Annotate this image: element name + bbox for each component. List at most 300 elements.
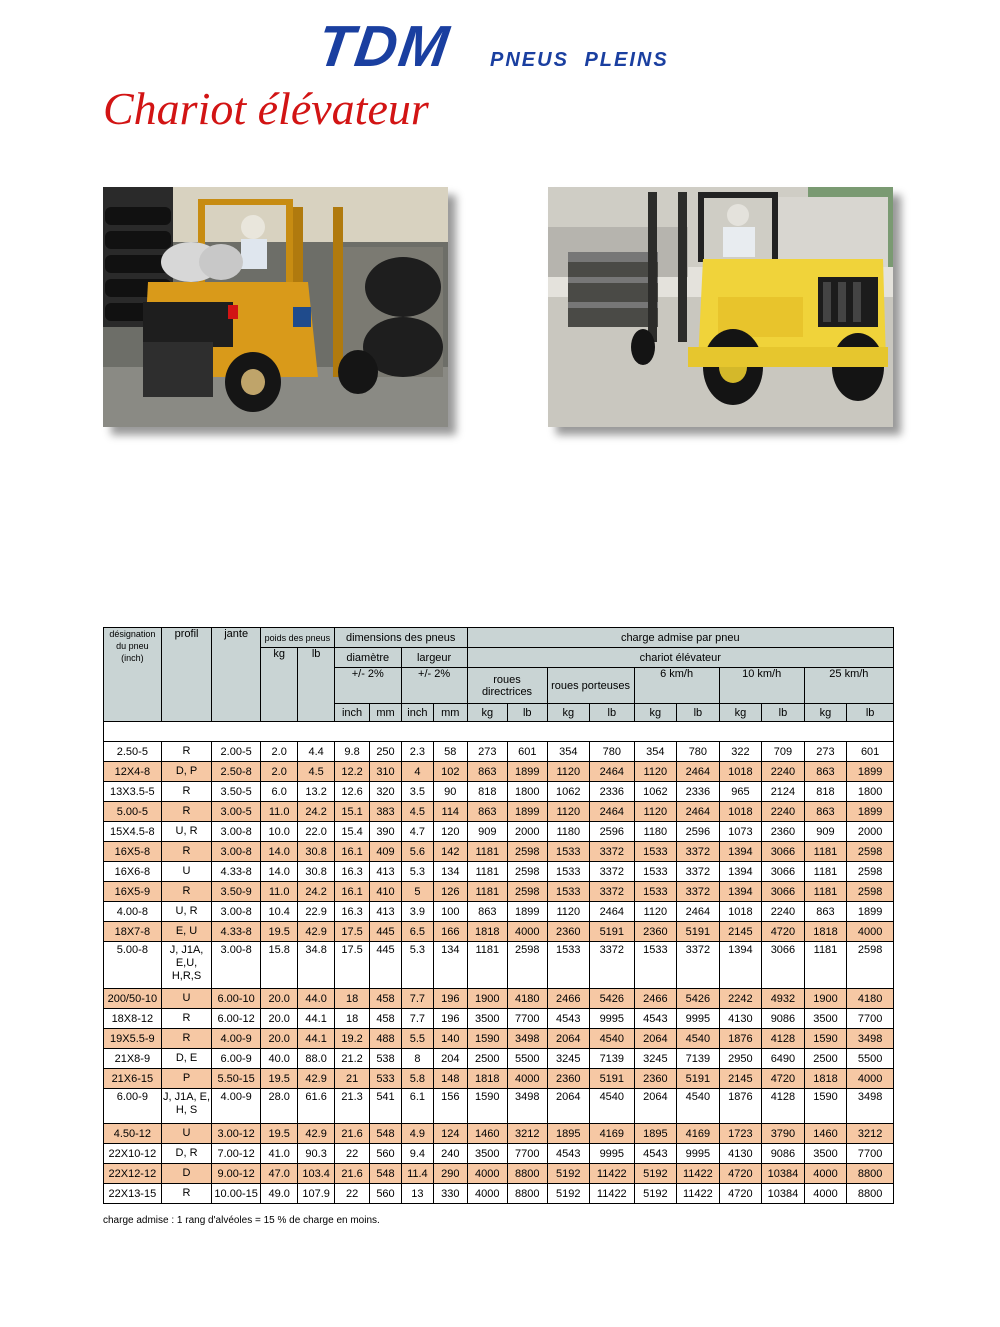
cell-larg-inch: 9.4 (401, 1144, 433, 1164)
cell-rd-lb: 2598 (508, 882, 547, 902)
cell-poids-kg: 2.0 (260, 762, 297, 782)
cell-diam-inch: 18 (334, 989, 369, 1009)
cell-rd-lb: 8800 (508, 1164, 547, 1184)
cell-v10-lb: 2240 (762, 902, 805, 922)
cell-v10-lb: 3066 (762, 862, 805, 882)
cell-rd-lb: 5500 (508, 1049, 547, 1069)
cell-diam-inch: 21.6 (334, 1164, 369, 1184)
cell-poids-lb: 44.1 (298, 1029, 334, 1049)
cell-diam-mm: 383 (370, 802, 401, 822)
cell-rp-kg: 1895 (547, 1124, 590, 1144)
header-25-kg: kg (804, 704, 847, 722)
cell-poids-kg: 41.0 (260, 1144, 297, 1164)
cell-v6-lb: 2336 (677, 782, 720, 802)
header-rp-lb: lb (590, 704, 635, 722)
cell-rd-kg: 863 (467, 802, 508, 822)
cell-poids-lb: 30.8 (298, 862, 334, 882)
header-larg-mm: mm (434, 704, 467, 722)
cell-larg-mm: 204 (434, 1049, 467, 1069)
cell-v25-lb: 4180 (847, 989, 894, 1009)
cell-poids-lb: 22.0 (298, 822, 334, 842)
cell-designation: 4.50-12 (104, 1124, 162, 1144)
cell-v25-kg: 273 (804, 742, 847, 762)
logo-tagline: PNEUS PLEINS (490, 49, 669, 71)
cell-v6-kg: 2360 (634, 1069, 677, 1089)
cell-v25-kg: 863 (804, 802, 847, 822)
cell-rd-kg: 2500 (467, 1049, 508, 1069)
cell-larg-mm: 100 (434, 902, 467, 922)
cell-jante: 4.33-8 (212, 862, 261, 882)
cell-v6-lb: 2464 (677, 762, 720, 782)
cell-rp-lb: 11422 (590, 1164, 635, 1184)
cell-larg-inch: 7.7 (401, 1009, 433, 1029)
header-diam-inch: inch (334, 704, 369, 722)
cell-jante: 3.00-8 (212, 902, 261, 922)
cell-larg-inch: 4.9 (401, 1124, 433, 1144)
cell-rp-kg: 1533 (547, 942, 590, 989)
cell-rd-lb: 2598 (508, 862, 547, 882)
table-body (104, 722, 894, 1204)
cell-larg-mm: 240 (434, 1144, 467, 1164)
cell-rp-kg: 1120 (547, 802, 590, 822)
cell-diam-inch: 21.6 (334, 1124, 369, 1144)
cell-profil: R (161, 742, 212, 762)
cell-larg-mm: 58 (434, 742, 467, 762)
cell-designation: 6.00-9 (104, 1089, 162, 1124)
cell-profil: U (161, 1124, 212, 1144)
cell-rp-lb: 5191 (590, 1069, 635, 1089)
cell-larg-inch: 6.5 (401, 922, 433, 942)
cell-v25-kg: 2500 (804, 1049, 847, 1069)
cell-rd-kg: 1590 (467, 1089, 508, 1124)
cell-jante: 2.00-5 (212, 742, 261, 762)
header-dimensions: dimensions des pneus (334, 628, 467, 648)
cell-profil: R (161, 782, 212, 802)
cell-v6-kg: 5192 (634, 1184, 677, 1204)
cell-rd-lb: 7700 (508, 1009, 547, 1029)
cell-diam-inch: 17.5 (334, 942, 369, 989)
cell-v6-lb: 2464 (677, 802, 720, 822)
cell-profil: D (161, 1164, 212, 1184)
header-6kmh: 6 km/h (634, 668, 719, 704)
cell-rd-lb: 1899 (508, 902, 547, 922)
cell-v25-lb: 1800 (847, 782, 894, 802)
cell-v10-lb: 4720 (762, 1069, 805, 1089)
cell-diam-mm: 560 (370, 1144, 401, 1164)
cell-rp-kg: 1533 (547, 882, 590, 902)
cell-diam-mm: 548 (370, 1124, 401, 1144)
header-6-lb: lb (677, 704, 720, 722)
header-spacer (104, 722, 894, 742)
cell-rd-kg: 1181 (467, 842, 508, 862)
cell-rd-lb: 3498 (508, 1089, 547, 1124)
cell-v6-lb: 3372 (677, 882, 720, 902)
cell-poids-lb: 61.6 (298, 1089, 334, 1124)
cell-v6-lb: 11422 (677, 1184, 720, 1204)
table-row (104, 1029, 894, 1049)
cell-rd-lb: 2598 (508, 842, 547, 862)
cell-poids-lb: 42.9 (298, 1069, 334, 1089)
cell-v25-kg: 4000 (804, 1164, 847, 1184)
cell-v25-lb: 8800 (847, 1184, 894, 1204)
cell-poids-lb: 88.0 (298, 1049, 334, 1069)
cell-rp-lb: 3372 (590, 942, 635, 989)
cell-diam-mm: 310 (370, 762, 401, 782)
cell-rp-kg: 1120 (547, 902, 590, 922)
cell-v25-kg: 3500 (804, 1009, 847, 1029)
cell-poids-kg: 14.0 (260, 842, 297, 862)
cell-poids-kg: 6.0 (260, 782, 297, 802)
cell-v10-lb: 2240 (762, 762, 805, 782)
cell-diam-mm: 250 (370, 742, 401, 762)
cell-rp-lb: 2464 (590, 902, 635, 922)
cell-v10-kg: 1018 (719, 762, 762, 782)
cell-v25-kg: 909 (804, 822, 847, 842)
cell-jante: 6.00-9 (212, 1049, 261, 1069)
cell-v10-kg: 2145 (719, 922, 762, 942)
cell-diam-mm: 410 (370, 882, 401, 902)
cell-rp-kg: 1533 (547, 862, 590, 882)
cell-designation: 18X7-8 (104, 922, 162, 942)
cell-rd-kg: 1818 (467, 1069, 508, 1089)
cell-rd-kg: 1181 (467, 882, 508, 902)
cell-larg-inch: 2.3 (401, 742, 433, 762)
cell-designation: 19X5.5-9 (104, 1029, 162, 1049)
cell-rp-kg: 1120 (547, 762, 590, 782)
cell-profil: D, P (161, 762, 212, 782)
cell-v6-lb: 2596 (677, 822, 720, 842)
cell-v6-lb: 4540 (677, 1089, 720, 1124)
table-row (104, 1144, 894, 1164)
cell-rp-kg: 1180 (547, 822, 590, 842)
cell-diam-mm: 445 (370, 922, 401, 942)
cell-v25-lb: 3212 (847, 1124, 894, 1144)
cell-designation: 16X5-9 (104, 882, 162, 902)
cell-v10-lb: 9086 (762, 1009, 805, 1029)
header-6-kg: kg (634, 704, 677, 722)
cell-poids-lb: 42.9 (298, 922, 334, 942)
cell-v10-lb: 3790 (762, 1124, 805, 1144)
cell-designation: 4.00-8 (104, 902, 162, 922)
cell-profil: R (161, 1029, 212, 1049)
cell-v6-kg: 2064 (634, 1029, 677, 1049)
cell-diam-inch: 18 (334, 1009, 369, 1029)
cell-jante: 9.00-12 (212, 1164, 261, 1184)
cell-v6-lb: 4169 (677, 1124, 720, 1144)
cell-profil: J, J1A, E, H, S (161, 1089, 212, 1124)
cell-v6-lb: 11422 (677, 1164, 720, 1184)
cell-diam-inch: 22 (334, 1144, 369, 1164)
cell-v10-kg: 1394 (719, 862, 762, 882)
cell-larg-inch: 5 (401, 882, 433, 902)
cell-diam-mm: 413 (370, 902, 401, 922)
cell-rd-kg: 3500 (467, 1144, 508, 1164)
cell-diam-inch: 12.2 (334, 762, 369, 782)
cell-rp-kg: 5192 (547, 1164, 590, 1184)
cell-v25-kg: 1900 (804, 989, 847, 1009)
cell-larg-inch: 5.3 (401, 862, 433, 882)
table-row (104, 1009, 894, 1029)
cell-diam-inch: 16.3 (334, 862, 369, 882)
cell-designation: 5.00-5 (104, 802, 162, 822)
cell-larg-inch: 6.1 (401, 1089, 433, 1124)
cell-v10-kg: 1073 (719, 822, 762, 842)
cell-v6-kg: 3245 (634, 1049, 677, 1069)
cell-designation: 22X10-12 (104, 1144, 162, 1164)
cell-diam-mm: 538 (370, 1049, 401, 1069)
cell-v6-lb: 2464 (677, 902, 720, 922)
logo-brand: TDM (313, 14, 455, 79)
cell-profil: U (161, 862, 212, 882)
cell-v25-lb: 8800 (847, 1164, 894, 1184)
cell-v10-lb: 709 (762, 742, 805, 762)
header-poids-lb: lb (298, 648, 334, 722)
cell-poids-lb: 103.4 (298, 1164, 334, 1184)
cell-poids-lb: 13.2 (298, 782, 334, 802)
header-jante: jante (212, 628, 261, 722)
cell-v10-kg: 2242 (719, 989, 762, 1009)
cell-rd-kg: 1181 (467, 862, 508, 882)
forklift-photo-2 (548, 187, 893, 427)
cell-v25-lb: 2598 (847, 862, 894, 882)
cell-rp-kg: 2064 (547, 1029, 590, 1049)
header-diam-mm: mm (370, 704, 401, 722)
cell-v25-kg: 3500 (804, 1144, 847, 1164)
cell-v10-lb: 3066 (762, 882, 805, 902)
cell-diam-inch: 16.1 (334, 882, 369, 902)
cell-v25-kg: 1818 (804, 922, 847, 942)
cell-rp-lb: 4540 (590, 1029, 635, 1049)
cell-v6-kg: 2466 (634, 989, 677, 1009)
cell-larg-mm: 134 (434, 862, 467, 882)
cell-rp-kg: 4543 (547, 1144, 590, 1164)
cell-diam-mm: 560 (370, 1184, 401, 1204)
cell-designation: 18X8-12 (104, 1009, 162, 1029)
cell-designation: 5.00-8 (104, 942, 162, 989)
cell-rp-lb: 5191 (590, 922, 635, 942)
cell-diam-inch: 21 (334, 1069, 369, 1089)
cell-diam-mm: 458 (370, 989, 401, 1009)
cell-v10-kg: 4130 (719, 1144, 762, 1164)
header-diametre-tol: +/- 2% (334, 668, 401, 704)
cell-poids-lb: 4.4 (298, 742, 334, 762)
cell-v25-lb: 1899 (847, 762, 894, 782)
cell-rd-lb: 1899 (508, 762, 547, 782)
cell-larg-inch: 5.6 (401, 842, 433, 862)
header-rp-kg: kg (547, 704, 590, 722)
cell-rd-kg: 4000 (467, 1184, 508, 1204)
cell-poids-kg: 19.5 (260, 1069, 297, 1089)
cell-rd-kg: 1181 (467, 942, 508, 989)
cell-v6-kg: 1533 (634, 882, 677, 902)
cell-rp-kg: 4543 (547, 1009, 590, 1029)
header-largeur: largeur (401, 648, 467, 668)
cell-v6-lb: 780 (677, 742, 720, 762)
cell-profil: R (161, 802, 212, 822)
cell-designation: 13X3.5-5 (104, 782, 162, 802)
cell-v6-kg: 4543 (634, 1009, 677, 1029)
cell-v6-lb: 3372 (677, 842, 720, 862)
cell-jante: 3.00-5 (212, 802, 261, 822)
cell-jante: 4.00-9 (212, 1029, 261, 1049)
cell-diam-mm: 488 (370, 1029, 401, 1049)
cell-v6-kg: 2360 (634, 922, 677, 942)
cell-poids-kg: 20.0 (260, 989, 297, 1009)
cell-larg-inch: 3.5 (401, 782, 433, 802)
spacer-cell (104, 722, 894, 742)
cell-v25-kg: 1181 (804, 942, 847, 989)
header-rd-lb: lb (508, 704, 547, 722)
cell-jante: 3.00-12 (212, 1124, 261, 1144)
cell-v6-lb: 4540 (677, 1029, 720, 1049)
cell-poids-lb: 4.5 (298, 762, 334, 782)
cell-larg-mm: 126 (434, 882, 467, 902)
cell-poids-kg: 49.0 (260, 1184, 297, 1204)
header-poids-kg: kg (260, 648, 297, 722)
cell-poids-kg: 20.0 (260, 1029, 297, 1049)
cell-v10-lb: 10384 (762, 1184, 805, 1204)
cell-diam-mm: 541 (370, 1089, 401, 1124)
cell-v6-kg: 1180 (634, 822, 677, 842)
cell-designation: 15X4.5-8 (104, 822, 162, 842)
cell-larg-mm: 330 (434, 1184, 467, 1204)
cell-designation: 16X5-8 (104, 842, 162, 862)
cell-jante: 3.00-8 (212, 942, 261, 989)
cell-v10-kg: 965 (719, 782, 762, 802)
cell-v10-kg: 322 (719, 742, 762, 762)
cell-rd-kg: 1900 (467, 989, 508, 1009)
cell-larg-inch: 5.8 (401, 1069, 433, 1089)
cell-v10-lb: 6490 (762, 1049, 805, 1069)
cell-rd-kg: 4000 (467, 1164, 508, 1184)
cell-larg-mm: 90 (434, 782, 467, 802)
cell-rp-lb: 4540 (590, 1089, 635, 1124)
cell-poids-kg: 11.0 (260, 802, 297, 822)
cell-v6-kg: 1533 (634, 842, 677, 862)
cell-profil: P (161, 1069, 212, 1089)
cell-jante: 2.50-8 (212, 762, 261, 782)
cell-v25-lb: 1899 (847, 902, 894, 922)
cell-diam-inch: 17.5 (334, 922, 369, 942)
header-chariot: chariot élévateur (467, 648, 893, 668)
cell-designation: 200/50-10 (104, 989, 162, 1009)
cell-rd-lb: 2598 (508, 942, 547, 989)
cell-diam-inch: 9.8 (334, 742, 369, 762)
cell-v6-lb: 3372 (677, 862, 720, 882)
header-larg-inch: inch (401, 704, 433, 722)
cell-larg-mm: 148 (434, 1069, 467, 1089)
cell-v6-lb: 9995 (677, 1144, 720, 1164)
cell-poids-lb: 24.2 (298, 882, 334, 902)
cell-v10-lb: 4128 (762, 1089, 805, 1124)
cell-v6-kg: 354 (634, 742, 677, 762)
cell-v6-kg: 1120 (634, 802, 677, 822)
table-row (104, 882, 894, 902)
header-charge: charge admise par pneu (467, 628, 893, 648)
cell-v10-lb: 4128 (762, 1029, 805, 1049)
cell-designation: 12X4-8 (104, 762, 162, 782)
cell-poids-kg: 10.0 (260, 822, 297, 842)
cell-diam-inch: 16.3 (334, 902, 369, 922)
cell-profil: R (161, 1009, 212, 1029)
cell-v25-lb: 2598 (847, 942, 894, 989)
header-roues-porteuses: roues porteuses (547, 668, 634, 704)
cell-profil: D, E (161, 1049, 212, 1069)
cell-profil: R (161, 882, 212, 902)
table-row (104, 762, 894, 782)
table-row (104, 922, 894, 942)
cell-v25-kg: 1818 (804, 1069, 847, 1089)
cell-poids-lb: 34.8 (298, 942, 334, 989)
header-10-lb: lb (762, 704, 805, 722)
cell-rd-lb: 7700 (508, 1144, 547, 1164)
cell-larg-mm: 196 (434, 989, 467, 1009)
cell-diam-mm: 445 (370, 942, 401, 989)
cell-v10-lb: 4932 (762, 989, 805, 1009)
cell-rd-kg: 909 (467, 822, 508, 842)
cell-diam-inch: 15.1 (334, 802, 369, 822)
header-10kmh: 10 km/h (719, 668, 804, 704)
table-row (104, 1184, 894, 1204)
header-largeur-tol: +/- 2% (401, 668, 467, 704)
cell-rd-lb: 601 (508, 742, 547, 762)
cell-jante: 6.00-10 (212, 989, 261, 1009)
cell-rd-lb: 2000 (508, 822, 547, 842)
cell-larg-mm: 140 (434, 1029, 467, 1049)
cell-designation: 21X8-9 (104, 1049, 162, 1069)
cell-v10-kg: 4720 (719, 1184, 762, 1204)
cell-profil: U, R (161, 902, 212, 922)
cell-profil: U, R (161, 822, 212, 842)
cell-diam-inch: 21.3 (334, 1089, 369, 1124)
cell-diam-inch: 12.6 (334, 782, 369, 802)
cell-larg-mm: 134 (434, 942, 467, 989)
cell-v10-lb: 3066 (762, 942, 805, 989)
cell-rd-kg: 818 (467, 782, 508, 802)
cell-poids-lb: 42.9 (298, 1124, 334, 1144)
header-25-lb: lb (847, 704, 894, 722)
cell-rp-kg: 1533 (547, 842, 590, 862)
header-rd-kg: kg (467, 704, 508, 722)
table-row (104, 902, 894, 922)
cell-jante: 3.50-9 (212, 882, 261, 902)
cell-v10-kg: 1394 (719, 942, 762, 989)
cell-rd-kg: 1590 (467, 1029, 508, 1049)
cell-v6-kg: 5192 (634, 1164, 677, 1184)
cell-profil: R (161, 1184, 212, 1204)
cell-v25-lb: 2598 (847, 842, 894, 862)
cell-v25-lb: 4000 (847, 1069, 894, 1089)
cell-v25-kg: 863 (804, 902, 847, 922)
cell-rp-lb: 2464 (590, 802, 635, 822)
cell-diam-mm: 533 (370, 1069, 401, 1089)
cell-rd-kg: 863 (467, 902, 508, 922)
cell-v6-kg: 2064 (634, 1089, 677, 1124)
cell-v25-kg: 4000 (804, 1184, 847, 1204)
cell-designation: 22X13-15 (104, 1184, 162, 1204)
cell-larg-mm: 290 (434, 1164, 467, 1184)
cell-poids-lb: 44.0 (298, 989, 334, 1009)
cell-v6-lb: 5191 (677, 922, 720, 942)
cell-poids-kg: 28.0 (260, 1089, 297, 1124)
table-row (104, 822, 894, 842)
cell-designation: 22X12-12 (104, 1164, 162, 1184)
cell-rp-lb: 9995 (590, 1009, 635, 1029)
cell-rd-kg: 273 (467, 742, 508, 762)
cell-poids-kg: 20.0 (260, 1009, 297, 1029)
cell-rp-kg: 3245 (547, 1049, 590, 1069)
cell-diam-mm: 390 (370, 822, 401, 842)
